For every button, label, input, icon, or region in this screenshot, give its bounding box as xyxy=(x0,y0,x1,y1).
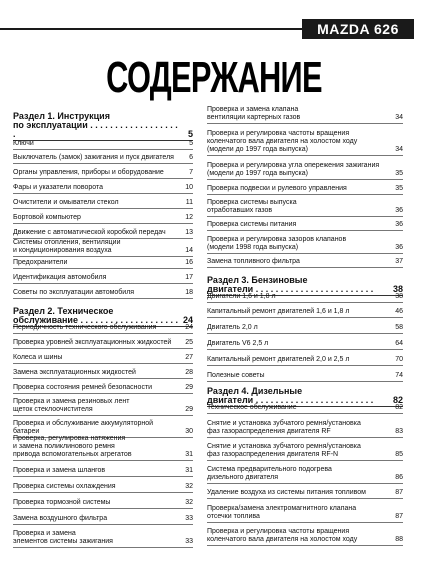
toc-section-1[interactable] xyxy=(13,112,193,141)
section-page: 38 xyxy=(392,284,403,294)
toc-entry[interactable]: Проверка и замена шлангов 31 xyxy=(13,467,193,477)
toc-entry[interactable]: Выключатель (замок) зажигания и пуск двигателя 6 xyxy=(13,154,193,164)
toc-entry[interactable]: Движение с автоматической коробкой передач 13 xyxy=(13,229,193,239)
toc-entry[interactable]: Системы отопления, вентиляции и кондиционирования воздуха 14 xyxy=(13,239,193,257)
toc-entry[interactable]: Предохранители 16 xyxy=(13,259,193,269)
toc-entry[interactable]: Периодичность технического обслуживания 24 xyxy=(13,324,193,334)
toc-entry[interactable]: Проверка, регулировка натяжения и замена поликлинового ремня привода вспомогательных агрегатов 31 xyxy=(13,435,193,461)
brand-label: MAZDA 626 xyxy=(302,19,414,39)
toc-entry[interactable]: Проверка и обслуживание аккумуляторной батареи 30 xyxy=(13,420,193,438)
toc-entry[interactable]: Капитальный ремонт двигателей 2,0 и 2,5 л 70 xyxy=(207,356,403,366)
toc-entry[interactable]: Двигатель 2,0 л 58 xyxy=(207,324,403,334)
toc-entry[interactable]: Проверка системы выпуска отработавших газов 36 xyxy=(207,199,403,217)
toc-entry[interactable]: Колеса и шины 27 xyxy=(13,354,193,364)
toc-entry[interactable]: Замена эксплуатационных жидкостей 28 xyxy=(13,369,193,379)
toc-entry[interactable]: Органы управления, приборы и оборудование 7 xyxy=(13,169,193,179)
toc-entry[interactable]: Бортовой компьютер 12 xyxy=(13,214,193,224)
toc-entry[interactable]: Фары и указатели поворота 10 xyxy=(13,184,193,194)
toc-entry[interactable]: Проверка подвески и рулевого управления 35 xyxy=(207,185,403,195)
toc-entry[interactable]: Идентификация автомобиля 17 xyxy=(13,274,193,284)
toc-entry[interactable]: Снятие и установка зубчатого ремня/установка фаз газораспределения двигателя RF 83 xyxy=(207,420,403,438)
toc-entry[interactable]: Проверка системы охлаждения 32 xyxy=(13,483,193,493)
header-rule xyxy=(0,28,302,30)
toc-entry[interactable]: Проверка системы питания 36 xyxy=(207,221,403,231)
toc-entry[interactable]: Удаление воздуха из системы питания топливом 87 xyxy=(207,489,403,499)
toc-entry[interactable]: Замена топливного фильтра 37 xyxy=(207,258,403,268)
toc-entry[interactable]: Двигатель V6 2,5 л 64 xyxy=(207,340,403,350)
page-title: СОДЕРЖАНИЕ xyxy=(106,53,322,102)
section-title: Раздел 4. Дизельные двигатели . . . . . . . . . . . . . . . . . . . . . . . . xyxy=(207,386,374,405)
toc-entry[interactable]: Проверка и регулировка угла опережения зажигания (модели до 1997 года выпуска) 35 xyxy=(207,162,403,180)
toc-entry[interactable]: Техническое обслуживание 82 xyxy=(207,404,403,414)
toc-entry[interactable]: Проверка/замена электромагнитного клапана отсечки топлива 87 xyxy=(207,505,403,523)
section-title: Раздел 2. Техническое обслуживание . . . . . . . . . . . . . . . . . . . . xyxy=(13,306,178,325)
toc-entry[interactable]: Очистители и омыватели стекол 11 xyxy=(13,199,193,209)
toc-entry[interactable]: Проверка уровней эксплуатационных жидкостей 25 xyxy=(13,339,193,349)
toc-entry[interactable]: Проверка и замена клапана вентиляции картерных газов 34 xyxy=(207,106,403,124)
toc-entry[interactable]: Замена воздушного фильтра 33 xyxy=(13,515,193,525)
toc-entry[interactable]: Снятие и установка зубчатого ремня/установка фаз газораспределения двигателя RF-N 85 xyxy=(207,443,403,461)
toc-entry[interactable]: Полезные советы 74 xyxy=(207,372,403,382)
toc-entry[interactable]: Проверка тормозной системы 32 xyxy=(13,499,193,509)
section-title: Раздел 1. Инструкция по эксплуатации . . . . . . . . . . . . . . . . . . . xyxy=(13,111,178,139)
toc-entry[interactable]: Проверка и регулировка частоты вращения коленчатого вала двигателя на холостом ходу (модели до 1997 года выпуска) 34 xyxy=(207,130,403,156)
toc-entry[interactable]: Проверка и регулировка частоты вращения коленчатого вала двигателя на холостом ходу 88 xyxy=(207,528,403,546)
toc-entry[interactable]: Ключи 5 xyxy=(13,140,193,150)
toc-entry[interactable]: Проверка состояния ремней безопасности 29 xyxy=(13,384,193,394)
section-title: Раздел 3. Бензиновые двигатели . . . . . . . . . . . . . . . . . . . . . . . . xyxy=(207,275,374,294)
toc-entry[interactable]: Проверка и замена резиновых лент щеток стеклоочистителя 29 xyxy=(13,398,193,416)
toc-entry[interactable]: Советы по эксплуатации автомобиля 18 xyxy=(13,289,193,299)
toc-entry[interactable]: Проверка и регулировка зазоров клапанов (модели 1998 года выпуска) 36 xyxy=(207,236,403,254)
section-page: 5 xyxy=(187,129,193,139)
toc-entry[interactable]: Проверка и замена элементов системы зажигания 33 xyxy=(13,530,193,548)
toc-entry[interactable]: Система предварительного подогрева дизельного двигателя 86 xyxy=(207,466,403,484)
section-page: 24 xyxy=(182,315,193,325)
toc-entry[interactable]: Капитальный ремонт двигателей 1,6 и 1,8 л 46 xyxy=(207,308,403,318)
section-page: 82 xyxy=(392,395,403,405)
toc-entry[interactable]: Двигатели 1,6 и 1,8 л 38 xyxy=(207,293,403,303)
